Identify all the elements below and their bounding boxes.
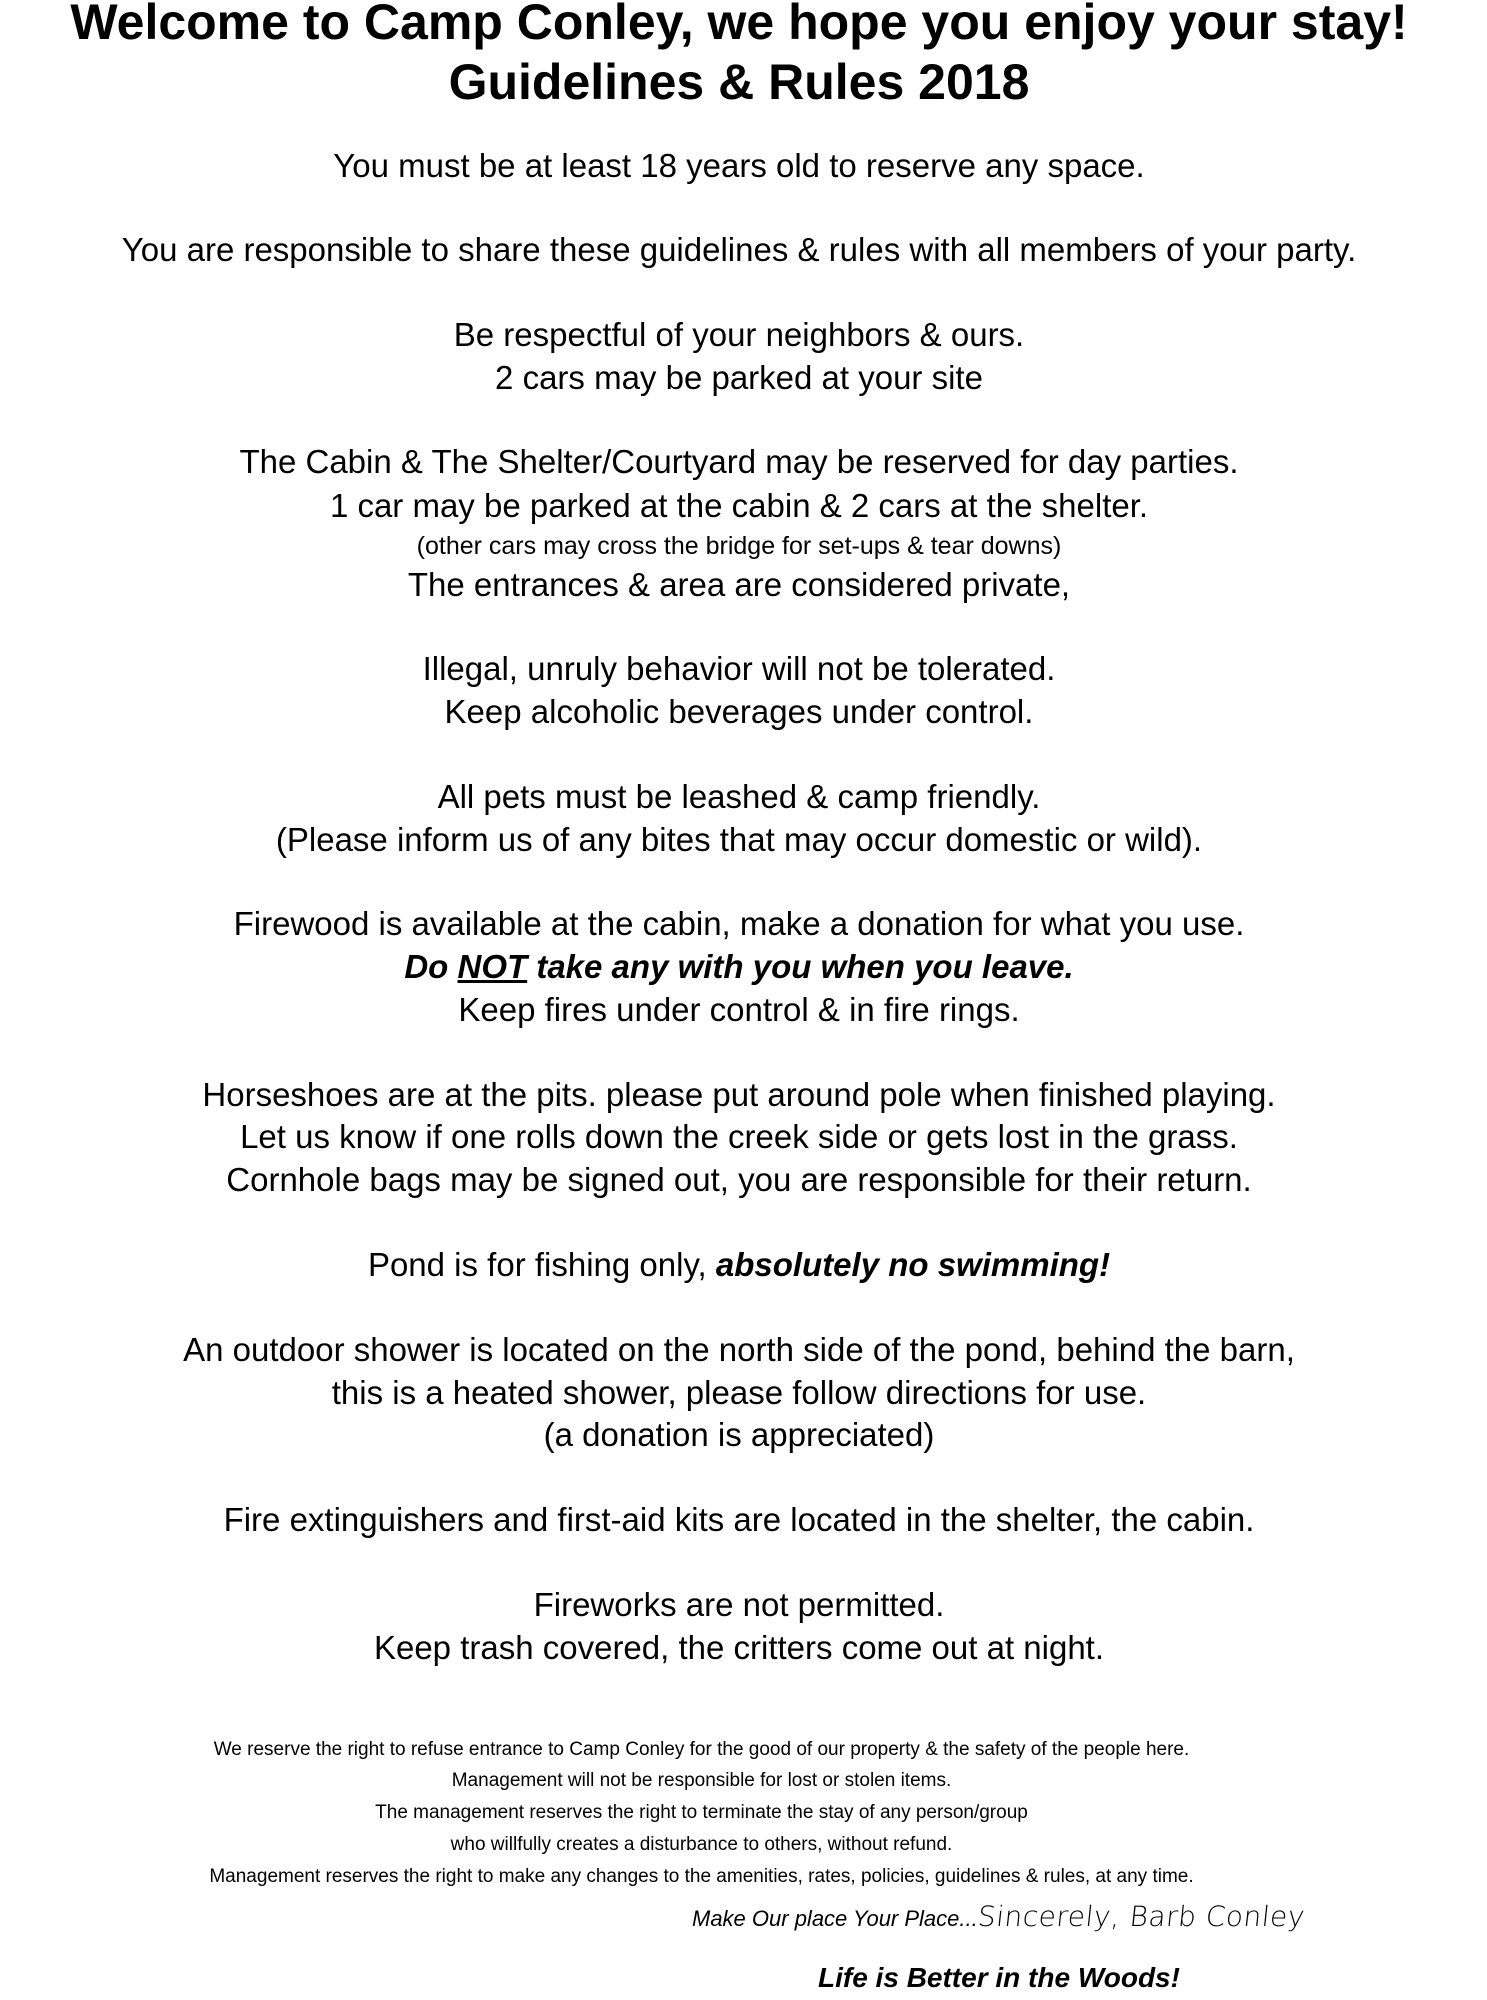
rule-firewood-warning — [0, 947, 1478, 987]
rule-respect: Be respectful of your neighbors & ours. — [453, 316, 1025, 353]
welcome-title: Welcome to Camp Conley, we hope you enjoy your stay! — [70, 0, 1408, 50]
rule-private: The entrances & area are considered private, — [407, 566, 1071, 603]
fine-print-line: We reserve the right to refuse entrance to Camp Conley for the good of our property & the safety of the people here. — [213, 1739, 1190, 1760]
rule-shower-use: this is a heated shower, please follow directions for use. — [331, 1374, 1147, 1411]
fine-print-line: Management reserves the right to make any changes to the amenities, rates, policies, guidelines & rules, at any time. — [209, 1866, 1194, 1887]
rule-fireworks: Fireworks are not permitted. — [533, 1586, 945, 1623]
rule-creek: Let us know if one rolls down the creek side or gets lost in the grass. — [240, 1118, 1238, 1155]
firewood-warning-post: take any with you when you leave. — [527, 948, 1074, 985]
signature-line — [692, 1900, 1305, 1936]
rule-trash: Keep trash covered, the critters come out at night. — [373, 1629, 1105, 1666]
rule-alcohol: Keep alcoholic beverages under control. — [444, 693, 1034, 730]
rule-cornhole: Cornhole bags may be signed out, you are responsible for their return. — [226, 1161, 1252, 1198]
tagline: Make Our place Your Place... — [692, 1906, 978, 1931]
fine-print-line: The management reserves the right to terminate the stay of any person/group — [375, 1802, 1028, 1823]
rule-pond — [0, 1245, 1478, 1285]
rule-behavior: Illegal, unruly behavior will not be tolerated. — [422, 650, 1056, 687]
fine-print-line: who willfully creates a disturbance to others, without refund. — [450, 1834, 953, 1855]
signature: Sincerely, Barb Conley — [976, 1900, 1307, 1933]
rule-shower-location: An outdoor shower is located on the north side of the pond, behind the barn, — [183, 1331, 1295, 1368]
rule-cars-cabin: 1 car may be parked at the cabin & 2 cars at the shelter. — [329, 487, 1149, 524]
rule-firewood: Firewood is available at the cabin, make a donation for what you use. — [233, 905, 1245, 942]
rule-bites: (Please inform us of any bites that may occur domestic or wild). — [275, 821, 1203, 858]
pond-emph: absolutely no swimming! — [715, 1246, 1111, 1283]
rule-safety: Fire extinguishers and first-aid kits are located in the shelter, the cabin. — [223, 1501, 1255, 1538]
firewood-warning-not: NOT — [457, 948, 528, 985]
rule-bridge-note: (other cars may cross the bridge for set-ups & tear downs) — [416, 532, 1062, 560]
rule-fires: Keep fires under control & in fire rings. — [458, 991, 1020, 1028]
rule-shower-donation: (a donation is appreciated) — [543, 1416, 935, 1453]
rule-horseshoes: Horseshoes are at the pits. please put around pole when finished playing. — [202, 1076, 1276, 1113]
motto: Life is Better in the Woods! — [818, 1962, 1180, 1993]
rule-pets: All pets must be leashed & camp friendly. — [437, 778, 1041, 815]
guidelines-title: Guidelines & Rules 2018 — [448, 54, 1030, 110]
rule-share: You are responsible to share these guidelines & rules with all members of your party. — [121, 231, 1357, 268]
fine-print-line: Management will not be responsible for lost or stolen items. — [451, 1770, 952, 1791]
rule-age: You must be at least 18 years old to reserve any space. — [333, 147, 1145, 184]
rule-day-parties: The Cabin & The Shelter/Courtyard may be reserved for day parties. — [239, 443, 1239, 480]
pond-pre: Pond is for fishing only, — [367, 1246, 716, 1283]
rule-cars-site: 2 cars may be parked at your site — [495, 359, 983, 396]
firewood-warning-pre: Do — [404, 948, 458, 985]
